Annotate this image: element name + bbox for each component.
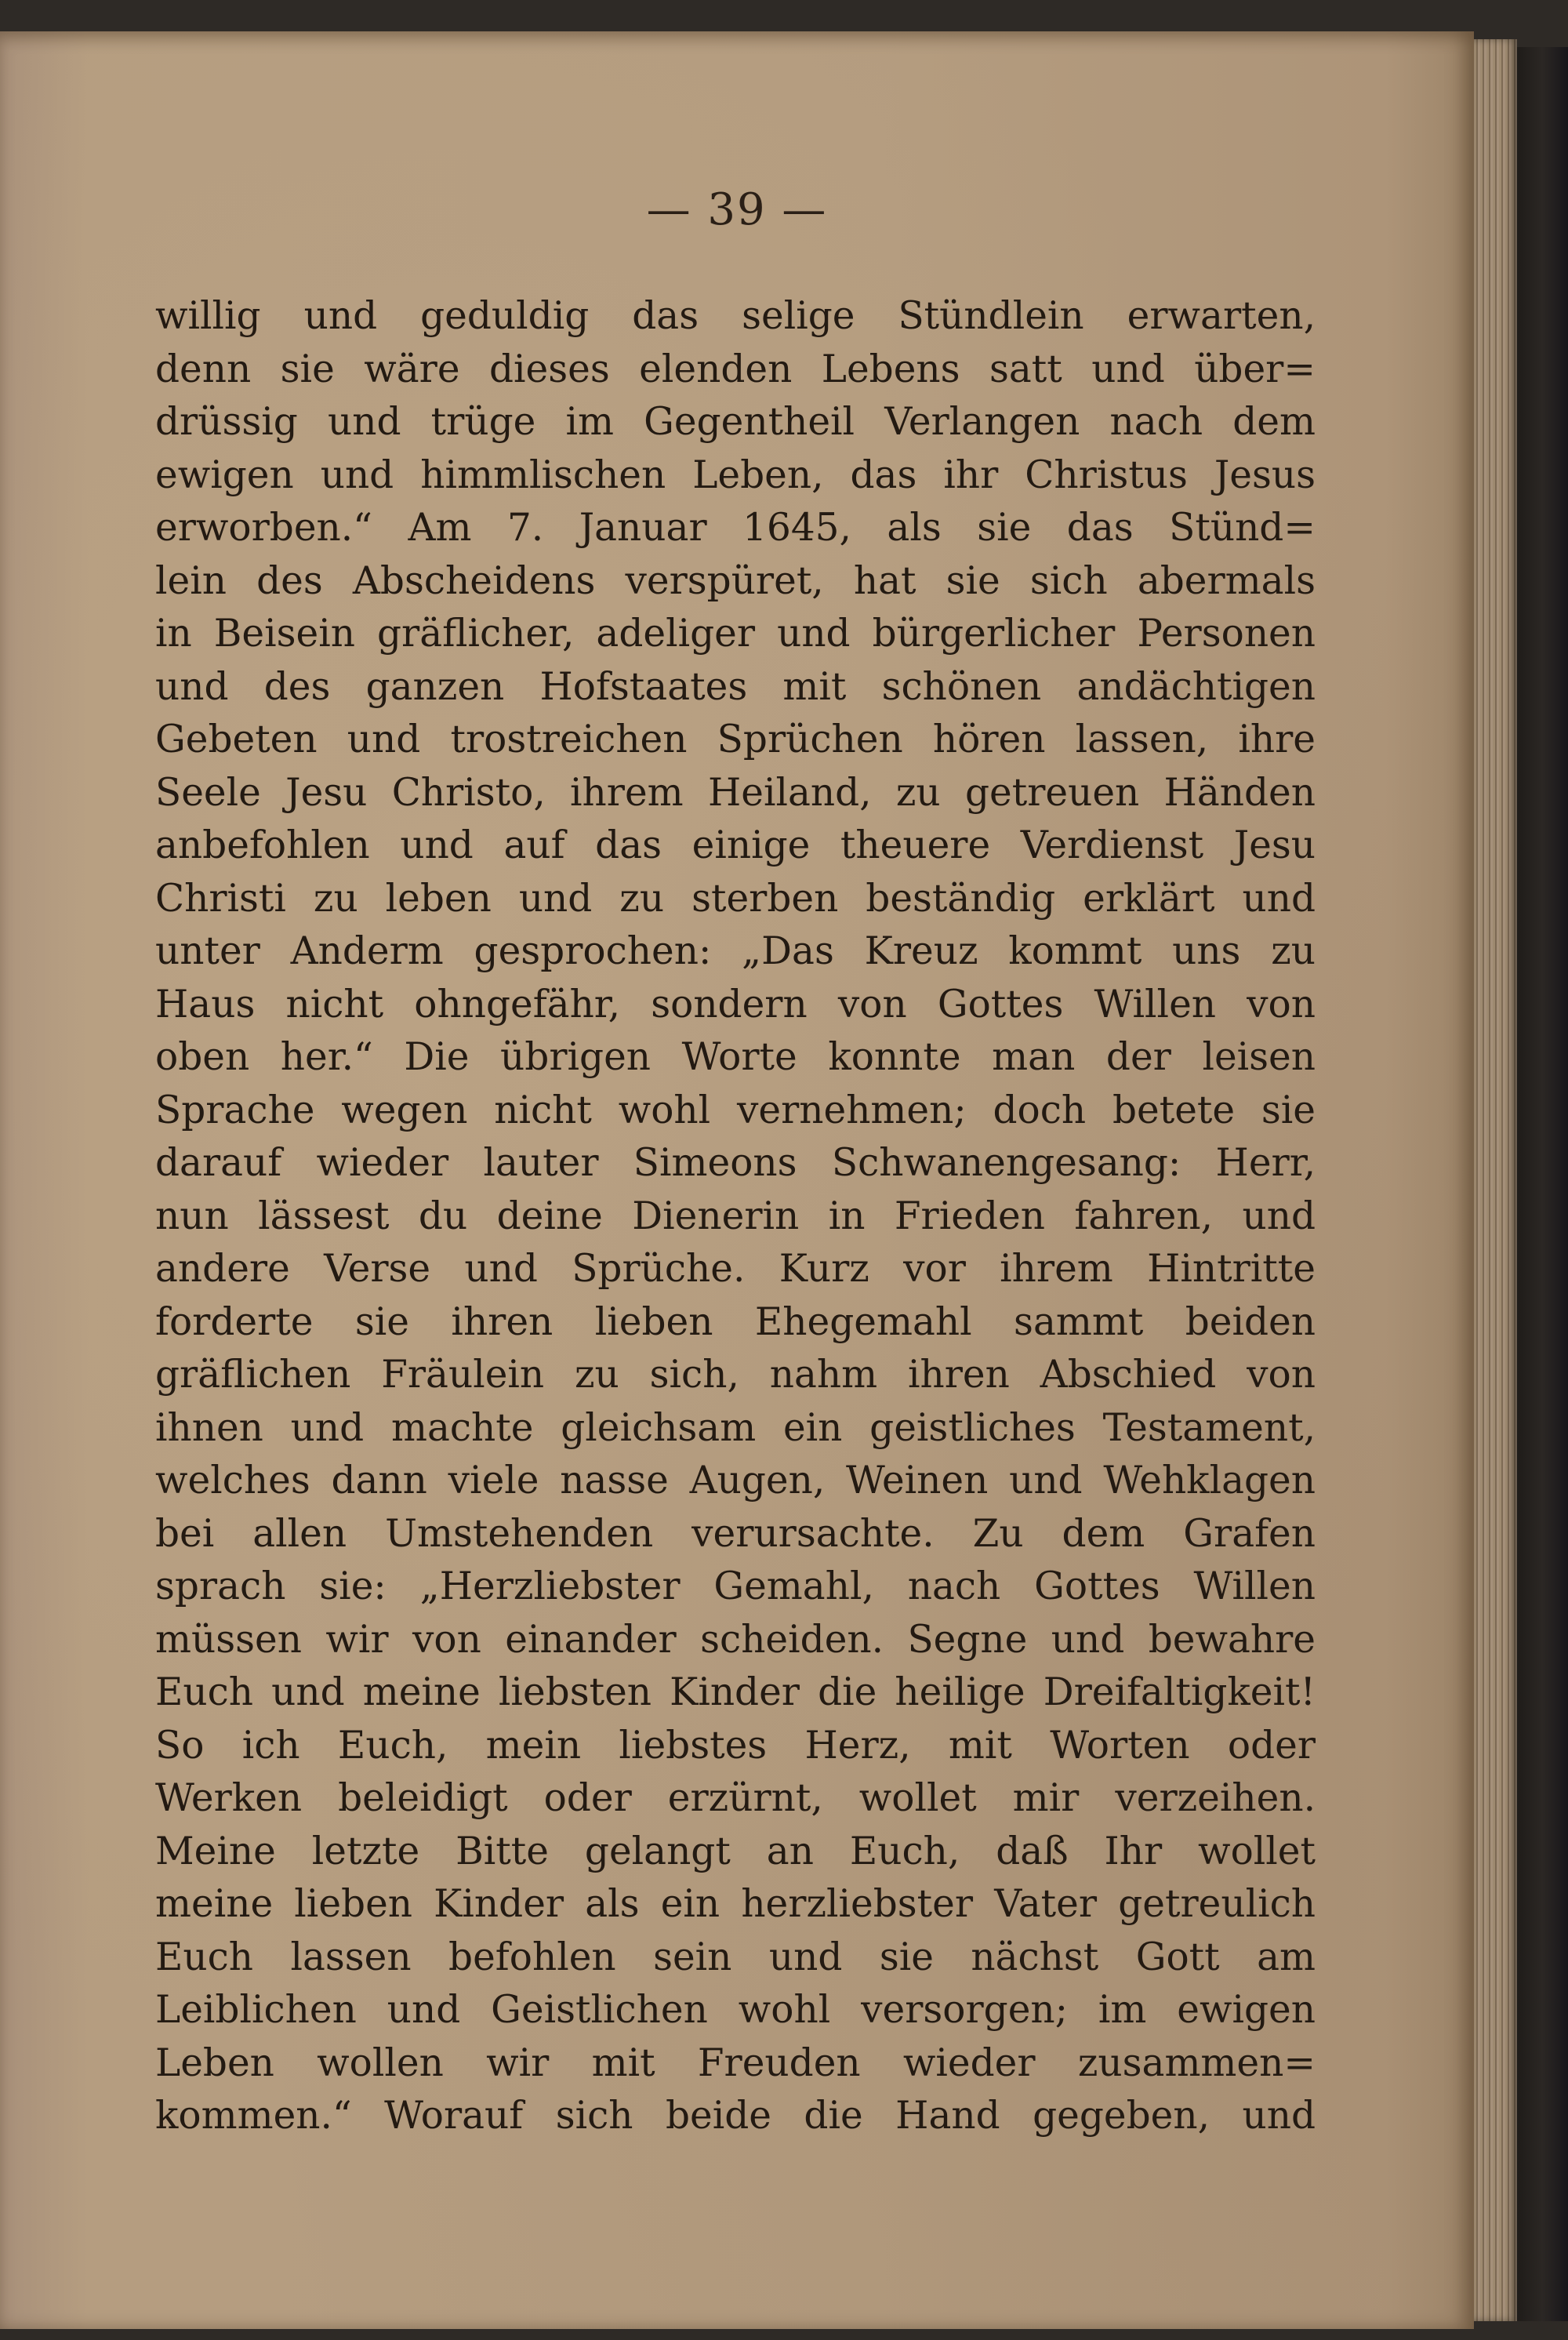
- text-line: sprach sie: „Herzliebster Gemahl, nach Gottes Willen: [155, 1564, 1316, 1608]
- text-line: meine lieben Kinder als ein herzliebster Vater getreulich: [155, 1882, 1316, 1926]
- text-line: müssen wir von einander scheiden. Segne und bewahre: [155, 1617, 1316, 1662]
- text-line: Christi zu leben und zu sterben beständig erklärt und: [155, 876, 1316, 921]
- text-line: Sprache wegen nicht wohl vernehmen; doch betete sie: [155, 1088, 1316, 1132]
- text-line: Euch und meine liebsten Kinder die heilige Dreifaltigkeit!: [155, 1670, 1316, 1714]
- book-cover-edge: [1517, 47, 1568, 2321]
- text-line: Euch lassen befohlen sein und sie nächst Gott am: [155, 1935, 1316, 1979]
- text-line: anbefohlen und auf das einige theuere Verdienst Jesu: [155, 823, 1316, 867]
- text-line: Haus nicht ohngefähr, sondern von Gottes Willen von: [155, 982, 1316, 1026]
- text-line: Meine letzte Bitte gelangt an Euch, daß Ihr wollet: [155, 1829, 1316, 1873]
- text-line: denn sie wäre dieses elenden Lebens satt und über=: [155, 347, 1316, 391]
- book-page: [0, 31, 1474, 2329]
- text-line: unter Anderm gesprochen: „Das Kreuz kommt uns zu: [155, 929, 1316, 973]
- text-line: Leiblichen und Geistlichen wohl versorgen; im ewigen: [155, 1988, 1316, 2032]
- text-line: willig und geduldig das selige Stündlein erwarten,: [155, 294, 1316, 338]
- text-line: oben her.“ Die übrigen Worte konnte man der leisen: [155, 1035, 1316, 1079]
- text-line: So ich Euch, mein liebstes Herz, mit Worten oder: [155, 1723, 1316, 1768]
- text-line: kommen.“ Worauf sich beide die Hand gegeben, und: [155, 2094, 1316, 2138]
- page-number: — 39 —: [646, 184, 828, 235]
- text-line: ihnen und machte gleichsam ein geistliches Testament,: [155, 1405, 1316, 1450]
- text-line: drüssig und trüge im Gegentheil Verlangen nach dem: [155, 400, 1316, 444]
- text-line: Seele Jesu Christo, ihrem Heiland, zu getreuen Händen: [155, 770, 1316, 815]
- text-line: andere Verse und Sprüche. Kurz vor ihrem Hintritte: [155, 1247, 1316, 1291]
- text-line: darauf wieder lauter Simeons Schwanengesang: Herr,: [155, 1141, 1316, 1185]
- text-line: erworben.“ Am 7. Januar 1645, als sie das Stünd=: [155, 506, 1316, 550]
- text-line: gräflichen Fräulein zu sich, nahm ihren Abschied von: [155, 1353, 1316, 1397]
- text-line: lein des Abscheidens verspüret, hat sie sich abermals: [155, 558, 1316, 603]
- text-line: Gebeten und trostreichen Sprüchen hören lassen, ihre: [155, 718, 1316, 761]
- text-line: Werken beleidigt oder erzürnt, wollet mir verzeihen.: [155, 1776, 1316, 1820]
- text-line: Leben wollen wir mit Freuden wieder zusammen=: [155, 2040, 1316, 2085]
- text-line: und des ganzen Hofstaates mit schönen andächtigen: [155, 664, 1316, 709]
- text-line: welches dann viele nasse Augen, Weinen und Wehklagen: [155, 1459, 1316, 1502]
- text-line: in Beisein gräflicher, adeliger und bürgerlicher Personen: [155, 612, 1316, 656]
- body-text: [155, 290, 1316, 2143]
- text-line: forderte sie ihren lieben Ehegemahl sammt beiden: [155, 1299, 1316, 1344]
- page-edges: [1474, 39, 1517, 2321]
- text-line: ewigen und himmlischen Leben, das ihr Christus Jesus: [155, 452, 1316, 497]
- text-line: nun lässest du deine Dienerin in Frieden fahren, und: [155, 1194, 1316, 1238]
- text-line: bei allen Umstehenden verursachte. Zu dem Grafen: [155, 1511, 1316, 1556]
